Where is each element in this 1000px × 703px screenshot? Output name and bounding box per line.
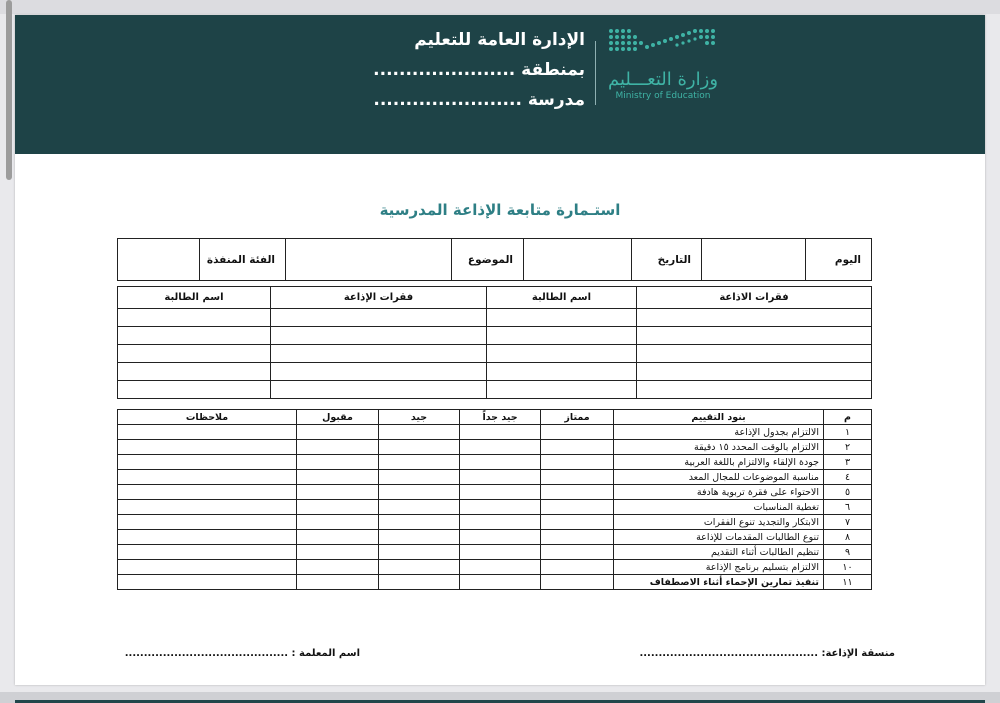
topic-label: الموضوع [452,239,524,281]
rating-cell[interactable] [541,440,614,455]
rating-cell[interactable] [460,515,541,530]
rating-cell[interactable] [460,425,541,440]
table-cell[interactable] [271,309,487,327]
rating-cell[interactable] [541,560,614,575]
rating-cell[interactable] [541,500,614,515]
table-row [118,560,872,575]
rating-cell[interactable] [379,560,460,575]
rating-cell[interactable] [379,485,460,500]
notes-cell[interactable] [118,545,297,560]
rating-cell[interactable] [541,425,614,440]
notes-cell[interactable] [118,500,297,515]
rating-cell[interactable] [297,470,379,485]
notes-cell[interactable] [118,575,297,590]
criterion: الالتزام بالوقت المحدد ١٥ دقيقة [614,440,824,455]
table-row [118,530,872,545]
viewer-bottom-strip [0,692,1000,703]
table-cell[interactable] [271,363,487,381]
date-field[interactable] [524,239,632,281]
rating-cell[interactable] [297,515,379,530]
header-administration: الإدارة العامة للتعليم [414,30,585,50]
student-name-header: اسم الطالبة [487,287,637,309]
row-number: ٣ [824,455,872,470]
table-row [118,363,872,381]
rating-cell[interactable] [541,530,614,545]
rating-cell[interactable] [379,515,460,530]
criterion: تغطية المناسبات [614,500,824,515]
class-field[interactable] [118,239,200,281]
table-row [118,381,872,399]
rating-cell[interactable] [460,485,541,500]
rating-cell[interactable] [297,425,379,440]
row-number: ٢ [824,440,872,455]
rating-cell[interactable] [460,440,541,455]
topic-field[interactable] [286,239,452,281]
table-cell[interactable] [637,309,872,327]
criterion: تنفيذ تمارين الإحماء أثناء الاصطفاف [614,575,824,590]
table-row [118,309,872,327]
rating-cell[interactable] [379,470,460,485]
criterion: تنظيم الطالبات أثناء التقديم [614,545,824,560]
notes-cell[interactable] [118,560,297,575]
rating-cell[interactable] [460,470,541,485]
rating-cell[interactable] [379,575,460,590]
criterion: الالتزام بجدول الإذاعة [614,425,824,440]
row-number: ٤ [824,470,872,485]
rating-cell[interactable] [541,575,614,590]
row-number: ٩ [824,545,872,560]
table-row [118,440,872,455]
rating-cell[interactable] [460,455,541,470]
notes-cell[interactable] [118,515,297,530]
table-cell[interactable] [487,345,637,363]
logo-arabic-text: وزارة التعـــليم [607,69,719,90]
criterion: الابتكار والتجديد تنوع الفقرات [614,515,824,530]
rating-cell[interactable] [541,485,614,500]
table-cell[interactable] [271,345,487,363]
table-cell[interactable] [487,381,637,399]
table-row [118,575,872,590]
good-header: جيد [379,410,460,425]
notes-cell[interactable] [118,455,297,470]
criterion: مناسبة الموضوعات للمجال المعد [614,470,824,485]
rating-cell[interactable] [379,545,460,560]
class-label: الفئة المنفذة [200,239,286,281]
table-cell[interactable] [118,345,271,363]
coordinator-signature: منسقة الإذاعة: ............................................... [639,648,895,659]
criterion: جودة الإلقاء والالتزام باللغة العربية [614,455,824,470]
excellent-header: ممتاز [541,410,614,425]
rating-cell[interactable] [297,575,379,590]
criterion: الاحتواء على فقرة تربوية هادفة [614,485,824,500]
rating-cell[interactable] [460,575,541,590]
rating-cell[interactable] [541,470,614,485]
info-row [118,239,872,281]
table-cell[interactable] [487,363,637,381]
very-good-header: جيد جداً [460,410,541,425]
table-cell[interactable] [118,327,271,345]
rating-cell[interactable] [379,425,460,440]
header-text-block [373,25,585,115]
table-row [118,327,872,345]
rating-cell[interactable] [379,455,460,470]
rating-cell[interactable] [460,530,541,545]
ministry-logo [607,27,727,117]
notes-cell[interactable] [118,530,297,545]
header-school: مدرسة ....................... [373,90,585,110]
teacher-signature: اسم المعلمة : ........................................... [124,648,360,659]
notes-cell[interactable] [118,470,297,485]
rating-cell[interactable] [541,455,614,470]
row-number: ٨ [824,530,872,545]
student-name-header: اسم الطالبة [118,287,271,309]
document-page [15,15,985,685]
table-cell[interactable] [637,327,872,345]
rating-cell[interactable] [297,455,379,470]
table-cell[interactable] [637,381,872,399]
rating-cell[interactable] [297,440,379,455]
logo-english-text: Ministry of Education [615,91,711,101]
table-cell[interactable] [118,381,271,399]
rating-cell[interactable] [297,485,379,500]
criteria-header: بنود التقييم [614,410,824,425]
info-table [117,238,872,281]
table-cell[interactable] [271,327,487,345]
form-title: استـمارة متابعة الإذاعة المدرسية [379,201,621,219]
segments-header: فقرات الإذاعة [271,287,487,309]
row-number: ٥ [824,485,872,500]
table-cell[interactable] [271,381,487,399]
viewer-top-strip [0,0,1000,14]
rating-cell[interactable] [297,530,379,545]
row-number: ٦ [824,500,872,515]
rating-cell[interactable] [379,500,460,515]
table-row [118,345,872,363]
day-label: اليوم [806,239,872,281]
segments-header-row [118,287,872,309]
rating-cell[interactable] [541,515,614,530]
day-field[interactable] [702,239,806,281]
rating-cell[interactable] [379,440,460,455]
rating-cell[interactable] [297,560,379,575]
table-row [118,500,872,515]
row-number: ١١ [824,575,872,590]
table-row [118,455,872,470]
notes-cell[interactable] [118,440,297,455]
evaluation-table [117,409,872,590]
row-number: ٧ [824,515,872,530]
header-divider [595,41,596,105]
segments-header: فقرات الاذاعة [637,287,872,309]
scrollbar[interactable] [6,0,12,180]
acceptable-header: مقبول [297,410,379,425]
evaluation-header-row [118,410,872,425]
table-row [118,515,872,530]
table-row [118,425,872,440]
table-cell[interactable] [637,345,872,363]
row-number: ١٠ [824,560,872,575]
table-cell[interactable] [487,309,637,327]
header-region: بمنطقة ...................... [373,60,585,80]
table-cell[interactable] [118,363,271,381]
date-label: التاريخ [632,239,702,281]
row-number: ١ [824,425,872,440]
segments-table [117,286,872,399]
logo-dots-icon [607,27,719,63]
table-cell[interactable] [637,363,872,381]
rating-cell[interactable] [460,545,541,560]
rating-cell[interactable] [460,500,541,515]
table-cell[interactable] [118,309,271,327]
number-header: م [824,410,872,425]
table-row [118,485,872,500]
notes-header: ملاحظات [118,410,297,425]
rating-cell[interactable] [379,530,460,545]
notes-cell[interactable] [118,425,297,440]
rating-cell[interactable] [460,560,541,575]
table-row [118,545,872,560]
criterion: الالتزام بتسليم برنامج الإذاعة [614,560,824,575]
rating-cell[interactable] [541,545,614,560]
table-row [118,470,872,485]
criterion: تنوع الطالبات المقدمات للإذاعة [614,530,824,545]
rating-cell[interactable] [297,545,379,560]
table-cell[interactable] [487,327,637,345]
page-header [15,15,985,154]
notes-cell[interactable] [118,485,297,500]
rating-cell[interactable] [297,500,379,515]
